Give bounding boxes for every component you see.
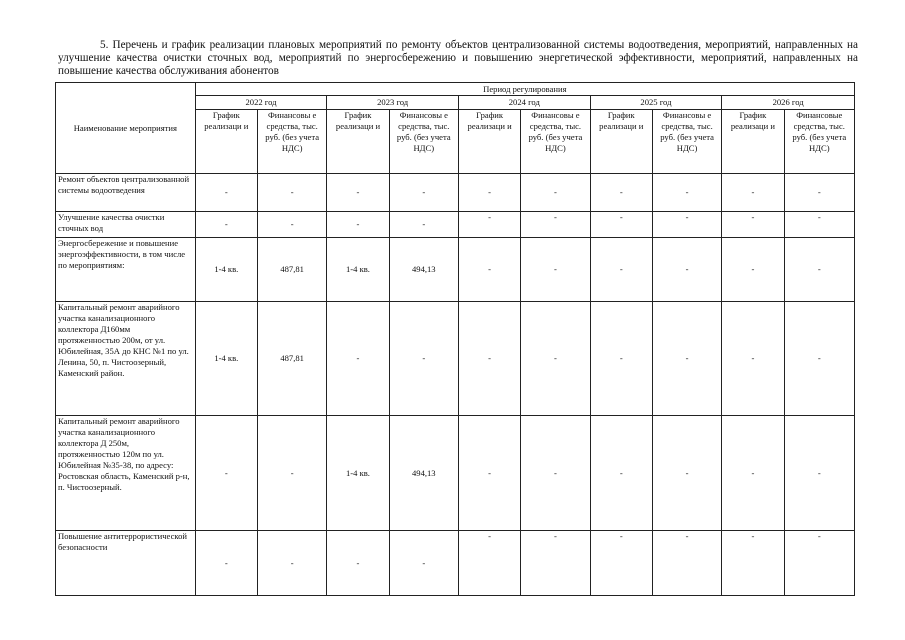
period-header: Период регулирования <box>195 83 854 96</box>
table-cell: - <box>521 415 590 531</box>
finance-header: Финансовы е средства, тыс. руб. (без учета НДС) <box>521 109 590 174</box>
row-name: Повышение антитеррористической безопасности <box>56 531 196 596</box>
table-row <box>56 415 855 531</box>
table-cell: 1-4 кв. <box>195 237 257 302</box>
table-cell: - <box>652 531 721 596</box>
table-cell: - <box>257 174 326 212</box>
table-cell: - <box>652 415 721 531</box>
table-cell: 1-4 кв. <box>195 302 257 416</box>
table-cell: - <box>257 415 326 531</box>
table-cell: - <box>722 237 784 302</box>
section-heading <box>58 39 858 78</box>
table-cell: - <box>389 531 458 596</box>
table-cell: - <box>590 237 652 302</box>
schedule-header: График реализаци и <box>327 109 389 174</box>
table-cell: - <box>722 174 784 212</box>
section-heading-text: 5. Перечень и график реализации плановых мероприятий по ремонту объектов централизованной системы водоотведения, мероприятий, направленных на улучшение качества очистки сточных вод, мероприятий по энергосбережению и повышению энергетической эффективности, мероприятий, направленных на повышение качества обслуживания абонентов <box>58 39 858 77</box>
table-cell: - <box>590 174 652 212</box>
table-cell: - <box>195 415 257 531</box>
table-cell: 494,13 <box>389 237 458 302</box>
table-cell: - <box>521 302 590 416</box>
finance-header: Финансовы е средства, тыс. руб. (без учета НДС) <box>652 109 721 174</box>
table-cell: 1-4 кв. <box>327 237 389 302</box>
schedule-header: График реализаци и <box>458 109 520 174</box>
table-cell: - <box>195 211 257 237</box>
table-cell: - <box>458 302 520 416</box>
table-cell: - <box>652 174 721 212</box>
table-row <box>56 237 855 302</box>
table-cell: 487,81 <box>257 302 326 416</box>
table-cell: - <box>784 237 854 302</box>
table-cell: - <box>327 174 389 212</box>
row-name: Энергосбережение и повышение энергоэффективности, в том числе по мероприятиям: <box>56 237 196 302</box>
table-cell: - <box>590 531 652 596</box>
row-name: Ремонт объектов централизованной системы водоотведения <box>56 174 196 212</box>
table-cell: - <box>652 237 721 302</box>
table-row <box>56 302 855 416</box>
schedule-header: График реализаци и <box>195 109 257 174</box>
table-cell: - <box>722 211 784 237</box>
table-cell: - <box>784 302 854 416</box>
schedule-header: График реализаци и <box>722 109 784 174</box>
table-row <box>56 211 855 237</box>
table-cell: - <box>458 211 520 237</box>
table-cell: - <box>722 415 784 531</box>
table-cell: - <box>521 211 590 237</box>
table-cell: - <box>389 211 458 237</box>
table-cell: - <box>458 531 520 596</box>
schedule-header: График реализаци и <box>590 109 652 174</box>
header-row-period <box>56 83 855 96</box>
name-column-header: Наименование мероприятия <box>56 83 196 174</box>
table-cell: - <box>195 531 257 596</box>
table-cell: 487,81 <box>257 237 326 302</box>
table-cell: - <box>590 302 652 416</box>
table-cell: - <box>590 211 652 237</box>
finance-header: Финансовы е средства, тыс. руб. (без учета НДС) <box>389 109 458 174</box>
year-header-2024: 2024 год <box>458 96 590 109</box>
year-header-2022: 2022 год <box>195 96 327 109</box>
finance-header-last: Финансовые средства, тыс. руб. (без учета НДС) <box>784 109 854 174</box>
table-cell: - <box>389 302 458 416</box>
year-header-2026: 2026 год <box>722 96 855 109</box>
table-cell: - <box>521 174 590 212</box>
table-cell: 494,13 <box>389 415 458 531</box>
year-header-2023: 2023 год <box>327 96 459 109</box>
table-cell: - <box>327 211 389 237</box>
table-cell: - <box>458 174 520 212</box>
table-cell: - <box>784 174 854 212</box>
finance-header: Финансовы е средства, тыс. руб. (без учета НДС) <box>257 109 326 174</box>
table-cell: - <box>784 415 854 531</box>
table-cell: - <box>652 211 721 237</box>
table-cell: - <box>389 174 458 212</box>
row-name: Улучшение качества очистки сточных вод <box>56 211 196 237</box>
table-cell: - <box>257 211 326 237</box>
table-cell: - <box>257 531 326 596</box>
plan-table <box>55 82 855 596</box>
table-cell: - <box>195 174 257 212</box>
table-cell: - <box>458 415 520 531</box>
table-cell: - <box>784 531 854 596</box>
table-cell: 1-4 кв. <box>327 415 389 531</box>
table-row <box>56 174 855 212</box>
year-header-2025: 2025 год <box>590 96 722 109</box>
table-cell: - <box>652 302 721 416</box>
table-cell: - <box>327 531 389 596</box>
table-row <box>56 531 855 596</box>
table-cell: - <box>722 531 784 596</box>
table-cell: - <box>458 237 520 302</box>
table-cell: - <box>722 302 784 416</box>
table-cell: - <box>521 531 590 596</box>
table-cell: - <box>521 237 590 302</box>
row-name: Капитальный ремонт аварийного участка канализационного коллектора Д 250м, протяженностью 120м по ул. Юбилейная №35-38, по адресу: Ростовская область, Каменский р-н, п. Чистоозерный. <box>56 415 196 531</box>
table-cell: - <box>327 302 389 416</box>
table-cell: - <box>784 211 854 237</box>
table-cell: - <box>590 415 652 531</box>
row-name: Капитальный ремонт аварийного участка канализационного коллектора Д160мм протяженностью 200м, от ул. Юбилейная, 35А до КНС №1 по ул. Ленина, 50, п. Чистоозерный, Каменский район. <box>56 302 196 416</box>
